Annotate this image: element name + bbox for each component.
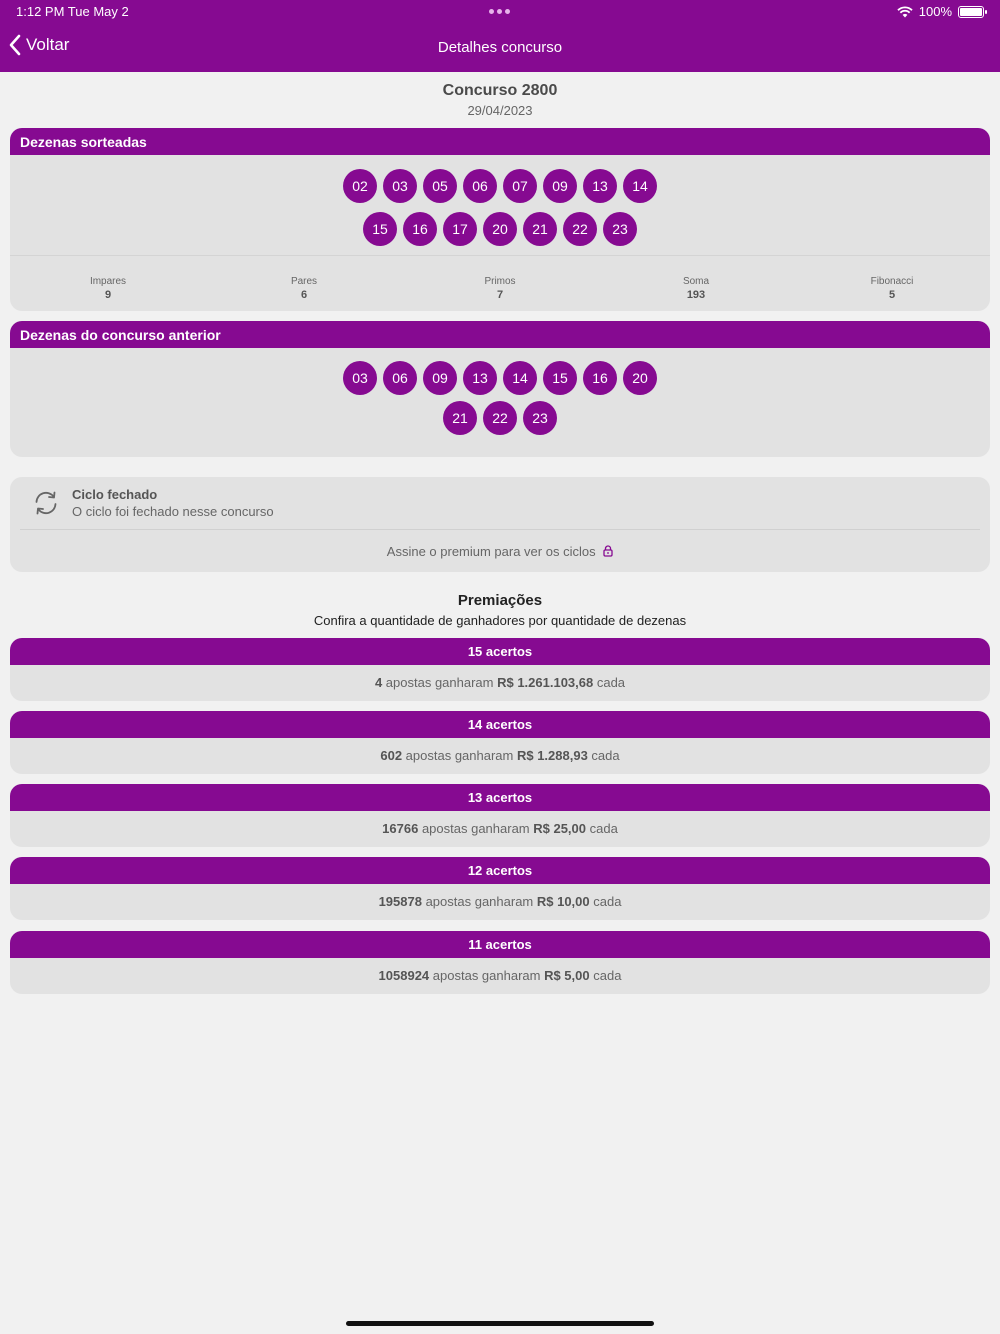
prize-amount: R$ 5,00 (544, 968, 590, 983)
page-title: Detalhes concurso (437, 39, 563, 56)
contest-date: 29/04/2023 (467, 103, 533, 118)
cycle-subtitle: O ciclo foi fechado nesse concurso (72, 504, 274, 519)
premium-link[interactable] (10, 530, 990, 559)
cycle-row (20, 477, 980, 530)
stat-value: 9 (104, 289, 112, 301)
previous-number-ball: 13 (463, 361, 497, 395)
prize-mid-text: apostas ganharam (418, 821, 534, 836)
prize-card-15 (10, 638, 990, 701)
prize-amount: R$ 25,00 (533, 821, 586, 836)
prize-tail-text: cada (589, 968, 622, 983)
stat-value: 5 (888, 289, 896, 301)
drawn-numbers-heading: Dezenas sorteadas (10, 128, 990, 155)
winner-count: 4 (374, 675, 383, 690)
contest-header (0, 82, 1000, 118)
refresh-icon (32, 489, 60, 517)
battery-icon (958, 6, 984, 18)
previous-numbers-card (10, 321, 990, 457)
winner-count: 1058924 (378, 968, 430, 983)
wifi-icon (897, 6, 913, 18)
drawn-number-ball: 14 (623, 169, 657, 203)
cycle-title: Ciclo fechado (72, 487, 158, 502)
prize-tail-text: cada (587, 748, 620, 763)
drawn-number-ball: 20 (483, 212, 517, 246)
prize-card-12 (10, 857, 990, 920)
prize-body (10, 884, 990, 920)
drawn-number-ball: 17 (443, 212, 477, 246)
previous-number-ball: 20 (623, 361, 657, 395)
prize-heading: 15 acertos (10, 638, 990, 665)
prizes-subtitle: Confira a quantidade de ganhadores por quantidade de dezenas (313, 613, 687, 628)
prize-mid-text: apostas ganharam (382, 675, 498, 690)
drawn-number-ball: 23 (603, 212, 637, 246)
previous-number-ball: 03 (343, 361, 377, 395)
drawn-number-ball: 15 (363, 212, 397, 246)
prize-heading: 12 acertos (10, 857, 990, 884)
prize-heading: 13 acertos (10, 784, 990, 811)
previous-numbers-list (340, 361, 660, 435)
prize-tail-text: cada (589, 894, 622, 909)
battery-percent: 100% (918, 4, 952, 19)
previous-numbers-heading: Dezenas do concurso anterior (10, 321, 990, 348)
stat-soma (598, 256, 794, 311)
status-time: 1:12 PM Tue May 2 (16, 4, 129, 19)
prize-body (10, 665, 990, 701)
stat-label: Impares (89, 276, 127, 287)
stat-value: 193 (686, 289, 706, 301)
stat-value: 6 (300, 289, 308, 301)
drawn-number-ball: 21 (523, 212, 557, 246)
drawn-number-ball: 22 (563, 212, 597, 246)
prize-heading: 11 acertos (10, 931, 990, 958)
previous-number-ball: 22 (483, 401, 517, 435)
prize-card-13 (10, 784, 990, 847)
status-right (897, 4, 984, 19)
prize-card-14 (10, 711, 990, 774)
drawn-number-ball: 05 (423, 169, 457, 203)
drawn-number-ball: 16 (403, 212, 437, 246)
stat-pares (206, 256, 402, 311)
stat-impares (10, 256, 206, 311)
lock-icon (603, 545, 613, 557)
stat-label: Fibonacci (870, 276, 914, 287)
prize-amount: R$ 1.261.103,68 (497, 675, 594, 690)
previous-number-ball: 21 (443, 401, 477, 435)
stats-row (10, 255, 990, 311)
prize-mid-text: apostas ganharam (429, 968, 545, 983)
contest-title: Concurso 2800 (442, 82, 558, 99)
drawn-numbers-card (10, 128, 990, 311)
previous-number-ball: 16 (583, 361, 617, 395)
drawn-number-ball: 02 (343, 169, 377, 203)
back-label: Voltar (26, 35, 70, 54)
winner-count: 602 (380, 748, 403, 763)
stat-primos (402, 256, 598, 311)
drawn-number-ball: 06 (463, 169, 497, 203)
prize-amount: R$ 10,00 (536, 894, 590, 909)
drawn-numbers-list (340, 169, 660, 249)
prize-body (10, 811, 990, 847)
prize-body (10, 738, 990, 774)
prize-body (10, 958, 990, 994)
drawn-number-ball: 07 (503, 169, 537, 203)
winner-count: 16766 (382, 821, 419, 836)
cycle-text (72, 487, 274, 519)
stat-fibonacci (794, 256, 990, 311)
prizes-title: Premiações (457, 592, 543, 609)
drawn-number-ball: 09 (543, 169, 577, 203)
premium-text: Assine o premium para ver os ciclos (386, 544, 596, 559)
prize-mid-text: apostas ganharam (402, 748, 517, 763)
drawn-number-ball: 13 (583, 169, 617, 203)
stat-label: Soma (682, 276, 710, 287)
prize-tail-text: cada (586, 821, 618, 836)
drawn-number-ball: 03 (383, 169, 417, 203)
status-bar (0, 0, 1000, 24)
cycle-card (10, 477, 990, 572)
stat-value: 7 (496, 289, 504, 301)
previous-number-ball: 09 (423, 361, 457, 395)
prize-heading: 14 acertos (10, 711, 990, 738)
home-indicator[interactable] (346, 1321, 654, 1326)
winner-count: 195878 (378, 894, 422, 909)
prize-mid-text: apostas ganharam (421, 894, 537, 909)
prize-card-11 (10, 931, 990, 994)
navigation-bar (0, 24, 1000, 72)
previous-number-ball: 15 (543, 361, 577, 395)
prizes-header (0, 592, 1000, 628)
multitasking-dots-icon[interactable] (489, 9, 510, 14)
stat-label: Pares (290, 276, 318, 287)
previous-number-ball: 14 (503, 361, 537, 395)
prize-tail-text: cada (593, 675, 626, 690)
prize-amount: R$ 1.288,93 (516, 748, 588, 763)
previous-number-ball: 06 (383, 361, 417, 395)
stat-label: Primos (484, 276, 516, 287)
previous-number-ball: 23 (523, 401, 557, 435)
